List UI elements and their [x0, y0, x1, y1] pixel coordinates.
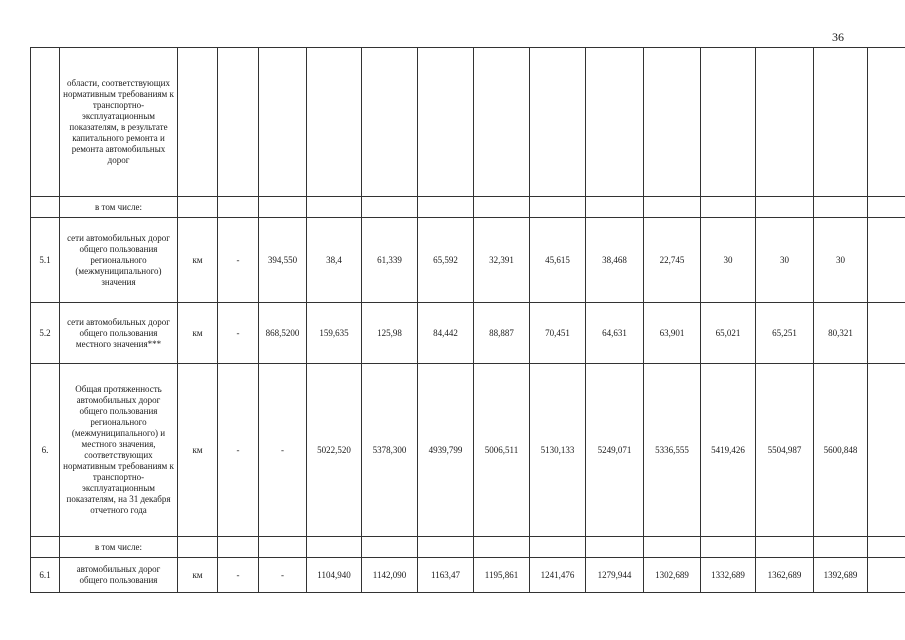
value-cell: 38,4	[307, 218, 362, 303]
value-cell: 4939,799	[418, 364, 474, 537]
value-cell: 30	[814, 218, 868, 303]
value-cell: 1163,47	[418, 558, 474, 593]
value-cell: 61,339	[362, 218, 418, 303]
table-row	[31, 303, 905, 364]
value-cell: 125,98	[362, 303, 418, 364]
value-cell: 70,451	[530, 303, 586, 364]
value-cell	[418, 537, 474, 558]
value-cell: 159,635	[307, 303, 362, 364]
value-cell	[586, 537, 644, 558]
page-number: 36	[832, 30, 844, 44]
table-row	[31, 558, 905, 593]
value-cell	[307, 537, 362, 558]
row-description: автомобильных дорог общего пользования	[60, 558, 178, 593]
value-cell	[868, 48, 905, 197]
row-description: в том числе:	[60, 197, 178, 218]
base-cell	[218, 197, 259, 218]
table-row	[31, 364, 905, 537]
value-cell: 5600,848	[814, 364, 868, 537]
value-cell: 5006,511	[474, 364, 530, 537]
value-cell	[756, 48, 814, 197]
row-description: сети автомобильных дорог общего пользования местного значения***	[60, 303, 178, 364]
value-cell: 22,745	[644, 218, 701, 303]
row-number	[31, 197, 60, 218]
table-row	[31, 197, 905, 218]
value-cell	[418, 48, 474, 197]
value-cell	[474, 197, 530, 218]
value-cell	[868, 218, 905, 303]
row-description: сети автомобильных дорог общего пользования регионального (межмуниципального) значения	[60, 218, 178, 303]
value-cell: 1279,944	[586, 558, 644, 593]
row-description: области, соответствующих нормативным требованиям к транспортно-эксплуатационным показателям, в результате капитального ремонта и ремонта автомобильных дорог	[60, 48, 178, 197]
unit-cell: км	[178, 218, 218, 303]
table-row	[31, 218, 905, 303]
value-cell: 84,442	[418, 303, 474, 364]
value-cell: 1195,861	[474, 558, 530, 593]
value-cell: 65,251	[756, 303, 814, 364]
value-cell: 1142,090	[362, 558, 418, 593]
value-cell: 1302,689	[644, 558, 701, 593]
row-description: Общая протяженность автомобильных дорог общего пользования регионального (межмуниципального) и местного значения, соответствующих нормативным требованиям к транспортно-эксплуатационным показателям, на 31 декабря отчетного года	[60, 364, 178, 537]
value-cell	[644, 197, 701, 218]
value-cell: 38,468	[586, 218, 644, 303]
value-cell: 5336,555	[644, 364, 701, 537]
unit-cell: км	[178, 303, 218, 364]
value-cell: 30	[701, 218, 756, 303]
value-cell	[814, 537, 868, 558]
base-cell: -	[218, 303, 259, 364]
value-cell	[868, 364, 905, 537]
value-cell	[868, 558, 905, 593]
table-row	[31, 537, 905, 558]
value-cell	[474, 48, 530, 197]
base-cell: -	[218, 364, 259, 537]
row-number: 6.	[31, 364, 60, 537]
value-cell	[868, 537, 905, 558]
value-cell	[362, 537, 418, 558]
value-cell	[756, 537, 814, 558]
value-cell	[259, 537, 307, 558]
value-cell: 32,391	[474, 218, 530, 303]
value-cell: 5249,071	[586, 364, 644, 537]
value-cell: 5378,300	[362, 364, 418, 537]
unit-cell: км	[178, 558, 218, 593]
value-cell	[259, 48, 307, 197]
value-cell	[644, 537, 701, 558]
value-cell	[701, 537, 756, 558]
row-number: 6.1	[31, 558, 60, 593]
base-cell	[218, 48, 259, 197]
value-cell: 65,021	[701, 303, 756, 364]
value-cell	[868, 197, 905, 218]
row-description: в том числе:	[60, 537, 178, 558]
value-cell	[362, 48, 418, 197]
value-cell: 5419,426	[701, 364, 756, 537]
row-number	[31, 537, 60, 558]
unit-cell	[178, 197, 218, 218]
unit-cell: км	[178, 364, 218, 537]
value-cell: -	[259, 364, 307, 537]
value-cell: 1241,476	[530, 558, 586, 593]
value-cell	[868, 303, 905, 364]
indicators-table	[30, 47, 905, 593]
value-cell	[701, 197, 756, 218]
value-cell	[307, 48, 362, 197]
value-cell: 30	[756, 218, 814, 303]
value-cell	[259, 197, 307, 218]
value-cell	[530, 197, 586, 218]
value-cell: 65,592	[418, 218, 474, 303]
value-cell	[586, 48, 644, 197]
value-cell	[307, 197, 362, 218]
value-cell	[701, 48, 756, 197]
value-cell	[530, 48, 586, 197]
row-number	[31, 48, 60, 197]
value-cell: 64,631	[586, 303, 644, 364]
value-cell: 1332,689	[701, 558, 756, 593]
value-cell: 5130,133	[530, 364, 586, 537]
value-cell: 1392,689	[814, 558, 868, 593]
value-cell: 1362,689	[756, 558, 814, 593]
value-cell	[474, 537, 530, 558]
row-number: 5.2	[31, 303, 60, 364]
value-cell	[756, 197, 814, 218]
base-cell	[218, 537, 259, 558]
unit-cell	[178, 537, 218, 558]
value-cell: 80,321	[814, 303, 868, 364]
value-cell: 45,615	[530, 218, 586, 303]
value-cell	[814, 197, 868, 218]
value-cell	[530, 537, 586, 558]
value-cell: 63,901	[644, 303, 701, 364]
value-cell	[814, 48, 868, 197]
value-cell	[644, 48, 701, 197]
unit-cell	[178, 48, 218, 197]
table-row	[31, 48, 905, 197]
value-cell: 88,887	[474, 303, 530, 364]
row-number: 5.1	[31, 218, 60, 303]
value-cell: 5504,987	[756, 364, 814, 537]
value-cell: 868,5200	[259, 303, 307, 364]
value-cell: 5022,520	[307, 364, 362, 537]
value-cell	[586, 197, 644, 218]
value-cell: 394,550	[259, 218, 307, 303]
base-cell: -	[218, 218, 259, 303]
value-cell	[418, 197, 474, 218]
value-cell: -	[259, 558, 307, 593]
value-cell	[362, 197, 418, 218]
value-cell: 1104,940	[307, 558, 362, 593]
base-cell: -	[218, 558, 259, 593]
